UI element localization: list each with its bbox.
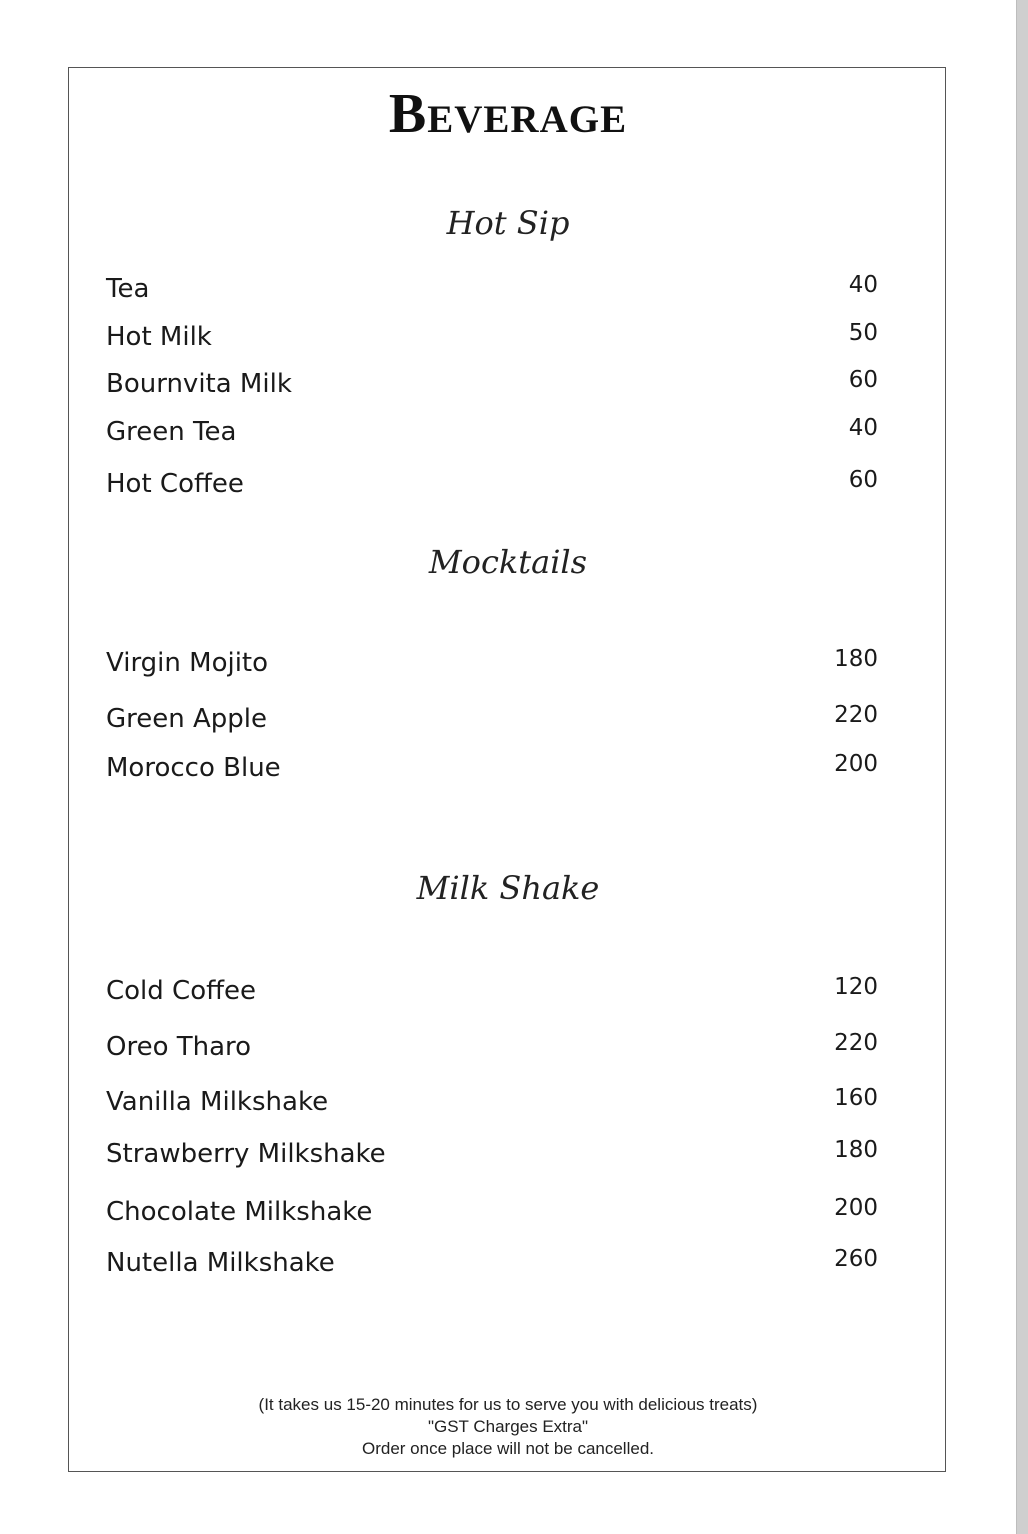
menu-item-row: [106, 753, 886, 789]
item-price: 40: [848, 272, 878, 298]
item-price: 200: [834, 751, 878, 777]
menu-item-row: [106, 704, 886, 740]
item-price: 220: [834, 1030, 878, 1056]
footer-gst-note: "GST Charges Extra": [427, 1417, 589, 1436]
section-heading-hot-sip: Hot Sip: [446, 204, 570, 242]
item-price: 50: [848, 320, 878, 346]
item-name: Hot Milk: [106, 322, 212, 352]
item-price: 120: [834, 974, 878, 1000]
item-name: Oreo Tharo: [106, 1032, 252, 1062]
item-name: Morocco Blue: [106, 753, 281, 783]
item-price: 60: [848, 367, 878, 393]
footer-cancellation-note: Order once place will not be cancelled.: [362, 1439, 654, 1458]
item-price: 220: [834, 702, 878, 728]
item-price: 180: [834, 1137, 878, 1163]
footer-serve-time-note: (It takes us 15-20 minutes for us to serve you with delicious treats): [258, 1395, 758, 1414]
item-price: 200: [834, 1195, 878, 1221]
item-name: Nutella Milkshake: [106, 1248, 335, 1278]
menu-item-row: [106, 469, 886, 505]
menu-item-row: [106, 1087, 886, 1123]
menu-item-row: [106, 1139, 886, 1175]
item-name: Green Tea: [106, 417, 237, 447]
item-name: Hot Coffee: [106, 469, 244, 499]
item-name: Bournvita Milk: [106, 369, 292, 399]
menu-item-row: [106, 1032, 886, 1068]
section-heading-mocktails: Mocktails: [428, 543, 588, 581]
menu-item-row: [106, 369, 886, 405]
item-price: 160: [834, 1085, 878, 1111]
item-name: Virgin Mojito: [106, 648, 269, 678]
item-name: Tea: [106, 274, 150, 304]
item-price: 180: [834, 646, 878, 672]
item-name: Vanilla Milkshake: [106, 1087, 329, 1117]
menu-title: Beverage: [388, 83, 628, 145]
footer-notes: [0, 1394, 1016, 1460]
item-price: 260: [834, 1246, 878, 1272]
menu-item-row: [106, 976, 886, 1012]
menu-item-row: [106, 648, 886, 684]
item-price: 40: [848, 415, 878, 441]
menu-item-row: [106, 274, 886, 310]
menu-item-row: [106, 417, 886, 453]
item-name: Chocolate Milkshake: [106, 1197, 373, 1227]
item-name: Green Apple: [106, 704, 268, 734]
scrollbar-track[interactable]: [1016, 0, 1028, 1534]
item-name: Strawberry Milkshake: [106, 1139, 386, 1169]
section-heading-milk-shake: Milk Shake: [416, 869, 600, 907]
menu-item-row: [106, 322, 886, 358]
menu-item-row: [106, 1248, 886, 1284]
item-name: Cold Coffee: [106, 976, 257, 1006]
menu-item-row: [106, 1197, 886, 1233]
item-price: 60: [848, 467, 878, 493]
